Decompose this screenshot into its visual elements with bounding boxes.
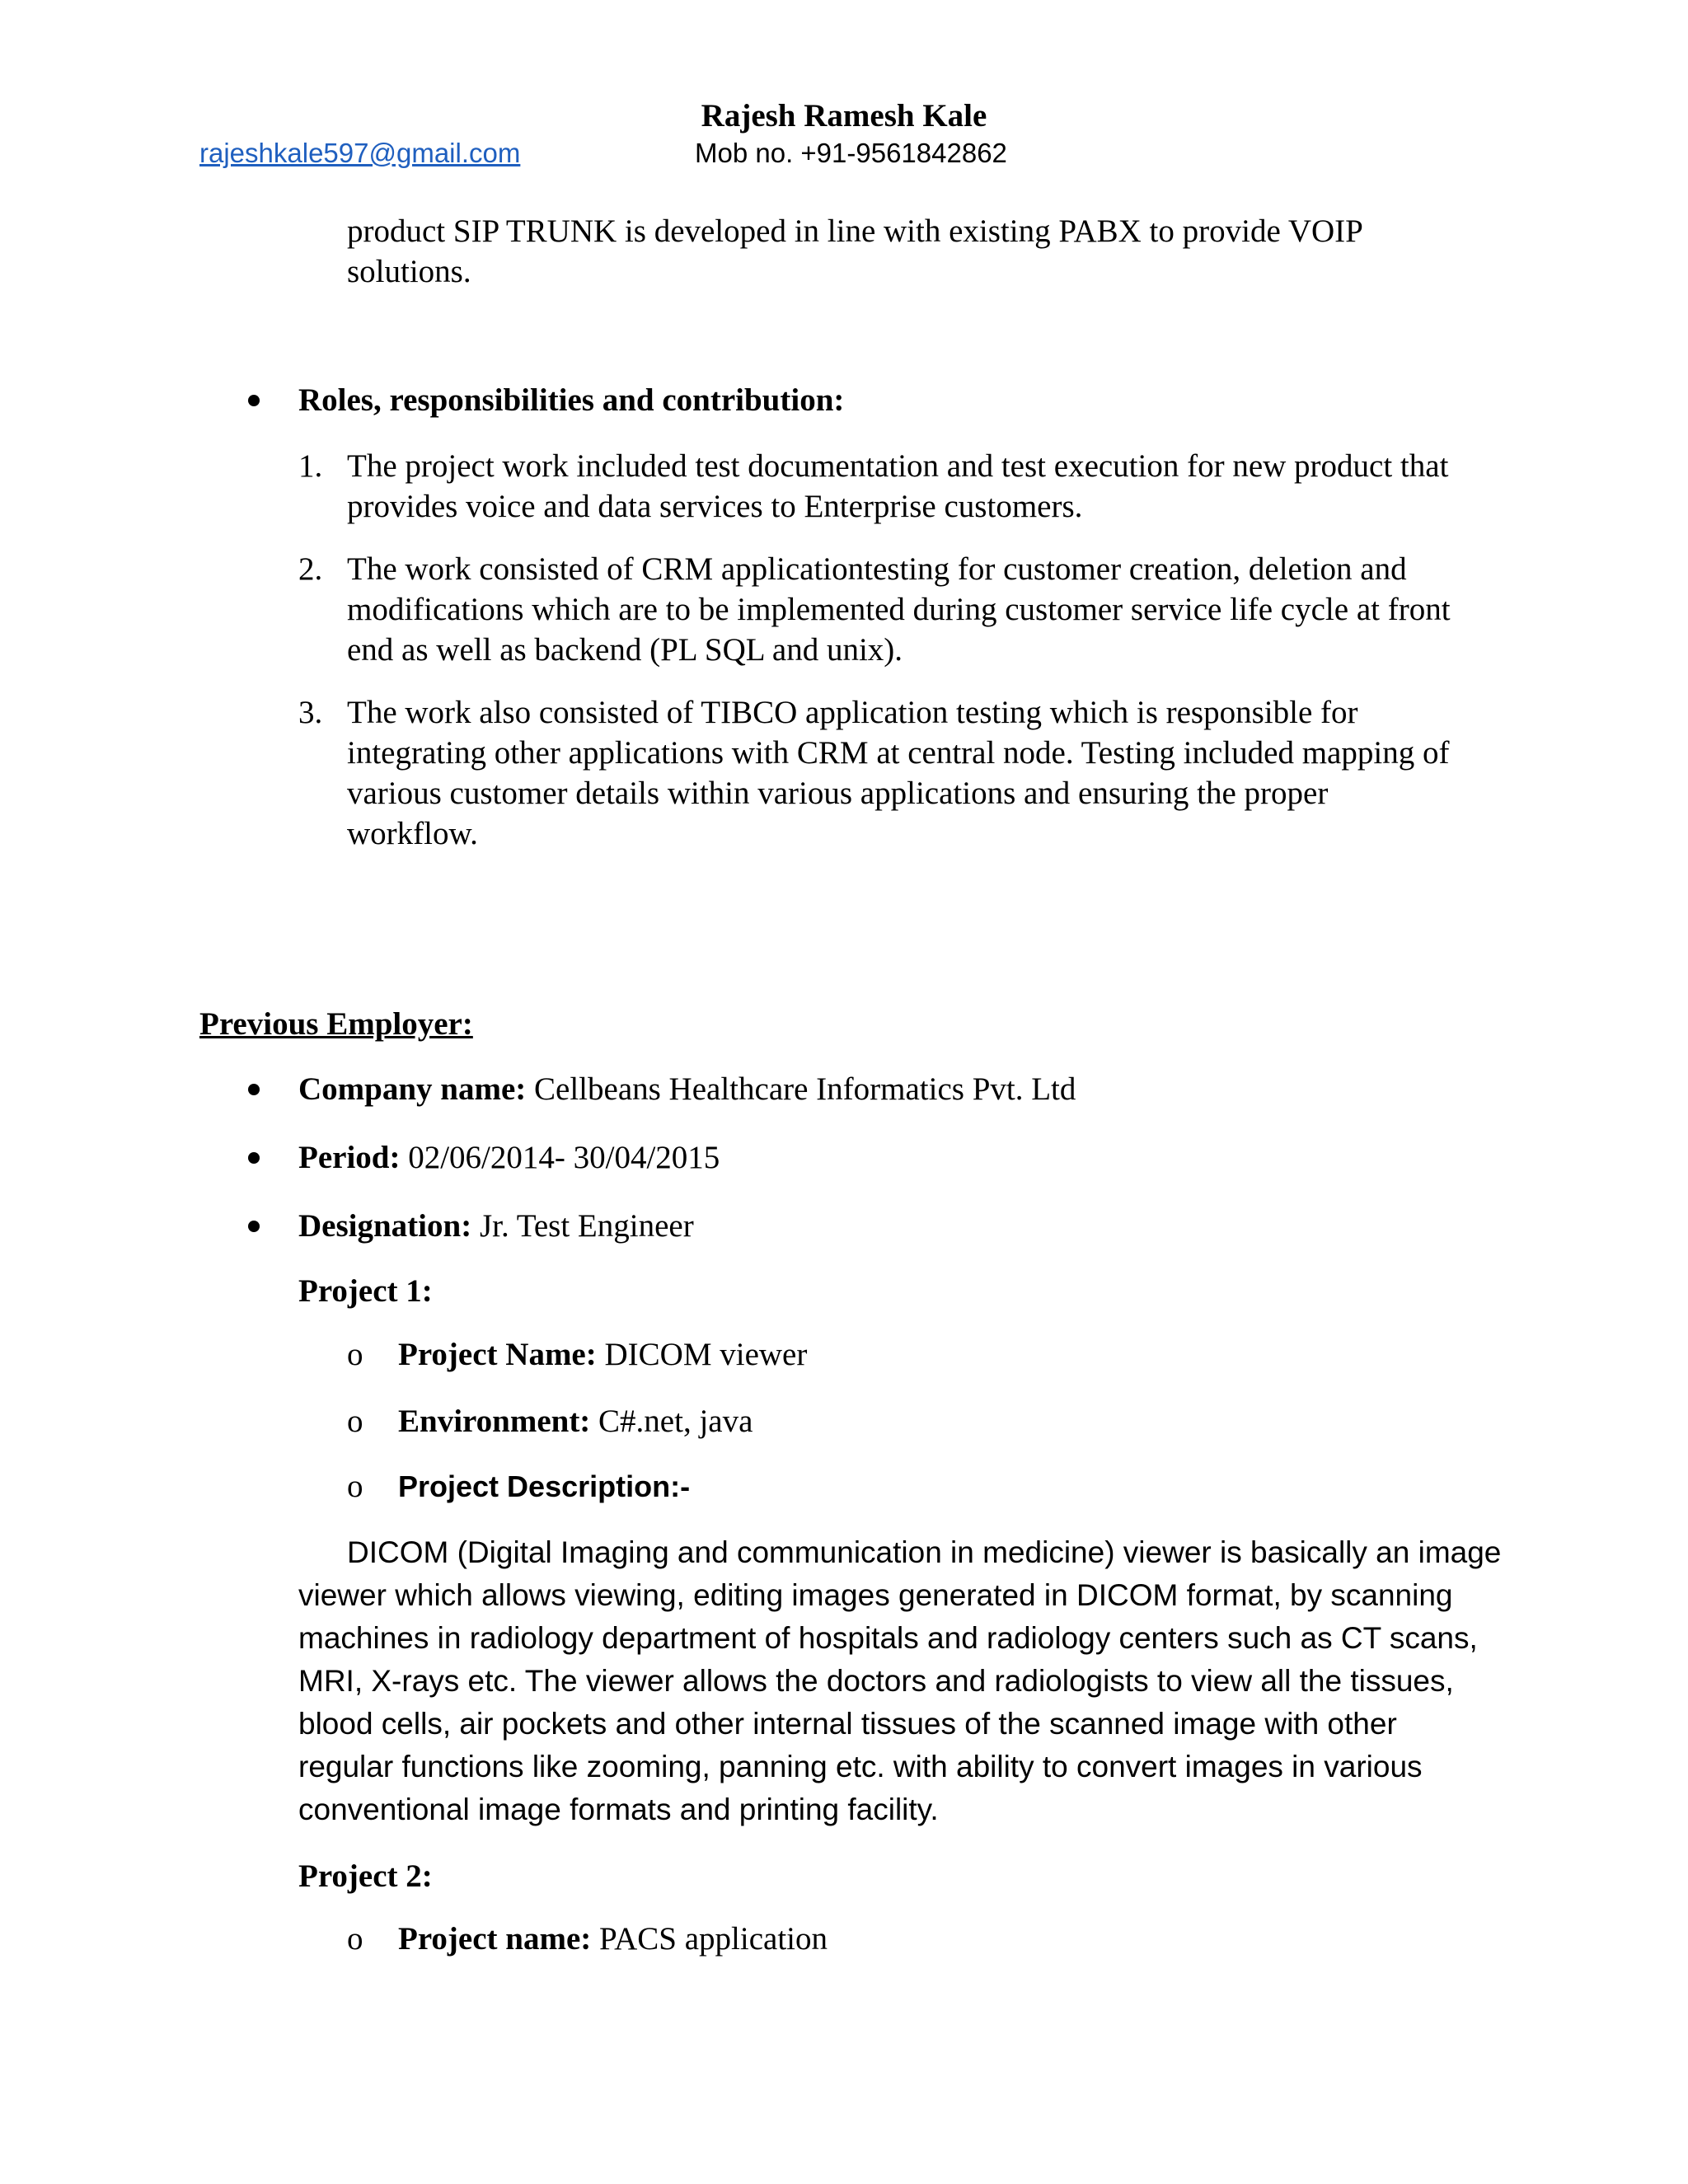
- previous-employer-heading: Previous Employer:: [199, 1006, 473, 1042]
- company-line: [298, 1069, 1076, 1109]
- designation-label: Designation:: [298, 1208, 472, 1244]
- project-2-name-label: Project name:: [398, 1921, 592, 1957]
- period-line: [298, 1137, 720, 1178]
- circle-bullet-icon: o: [347, 1469, 363, 1504]
- list-item-text: The project work included test documentation and test execution for new product that: [347, 448, 1449, 484]
- email-link[interactable]: rajeshkale597@gmail.com: [199, 138, 521, 168]
- list-item-text: various customer details within various applications and ensuring the proper: [347, 776, 1329, 811]
- project-1-name-line: [398, 1334, 807, 1375]
- circle-bullet-icon: o: [347, 1921, 363, 1957]
- mobile-number: Mob no. +91-9561842862: [695, 138, 1007, 168]
- list-item-text: end as well as backend (PL SQL and unix).: [347, 632, 903, 668]
- company-label: Company name:: [298, 1071, 527, 1107]
- list-item-text: integrating other applications with CRM at central node. Testing included mapping of: [347, 735, 1450, 771]
- project-1-desc-line: regular functions like zooming, panning etc. with ability to convert images in various: [298, 1750, 1423, 1783]
- company-value: Cellbeans Healthcare Informatics Pvt. Ltd: [526, 1071, 1076, 1107]
- list-item-text: The work also consisted of TIBCO application testing which is responsible for: [347, 695, 1358, 730]
- project-2-name-line: [398, 1919, 828, 1959]
- project-2-heading: Project 2:: [298, 1858, 433, 1894]
- period-value: 02/06/2014- 30/04/2015: [400, 1140, 720, 1175]
- project-1-env-value: C#.net, java: [590, 1404, 753, 1439]
- project-1-desc-line: viewer which allows viewing, editing images generated in DICOM format, by scanning: [298, 1578, 1453, 1612]
- resume-name: Rajesh Ramesh Kale: [701, 98, 987, 134]
- project-1-desc-line: blood cells, air pockets and other internal tissues of the scanned image with other: [298, 1707, 1397, 1741]
- project-1-desc-line: conventional image formats and printing facility.: [298, 1793, 939, 1826]
- circle-bullet-icon: o: [347, 1404, 363, 1439]
- period-label: Period:: [298, 1140, 401, 1175]
- project-1-desc-line: DICOM (Digital Imaging and communication in medicine) viewer is basically an image: [347, 1535, 1502, 1569]
- project-1-desc-line: machines in radiology department of hospitals and radiology centers such as CT scans,: [298, 1621, 1478, 1655]
- project-1-env-line: [398, 1401, 753, 1441]
- list-item-text: modifications which are to be implemented during customer service life cycle at front: [347, 592, 1451, 627]
- bullet-dot-icon: [248, 1221, 260, 1232]
- list-number: 2.: [298, 551, 323, 587]
- project-1-desc-line: MRI, X-rays etc. The viewer allows the doctors and radiologists to view all the tissues,: [298, 1664, 1454, 1698]
- designation-value: Jr. Test Engineer: [471, 1208, 694, 1244]
- list-number: 3.: [298, 695, 323, 730]
- roles-heading: Roles, responsibilities and contribution:: [298, 382, 845, 418]
- project-1-name-label: Project Name:: [398, 1337, 597, 1372]
- bullet-dot-icon: [248, 395, 260, 406]
- list-item-text: provides voice and data services to Enterprise customers.: [347, 489, 1083, 524]
- circle-bullet-icon: o: [347, 1337, 363, 1372]
- list-item-text: workflow.: [347, 816, 478, 851]
- list-item-text: The work consisted of CRM applicationtesting for customer creation, deletion and: [347, 551, 1407, 587]
- project-1-env-label: Environment:: [398, 1404, 591, 1439]
- bullet-dot-icon: [248, 1152, 260, 1164]
- list-number: 1.: [298, 448, 323, 484]
- intro-line-2: solutions.: [347, 254, 471, 289]
- project-1-desc-label: Project Description:-: [398, 1469, 691, 1503]
- bullet-dot-icon: [248, 1084, 260, 1095]
- project-2-name-value: PACS application: [591, 1921, 828, 1957]
- intro-line-1: product SIP TRUNK is developed in line with existing PABX to provide VOIP: [347, 213, 1363, 249]
- project-1-name-value: DICOM viewer: [596, 1337, 808, 1372]
- designation-line: [298, 1206, 694, 1246]
- project-1-heading: Project 1:: [298, 1273, 433, 1309]
